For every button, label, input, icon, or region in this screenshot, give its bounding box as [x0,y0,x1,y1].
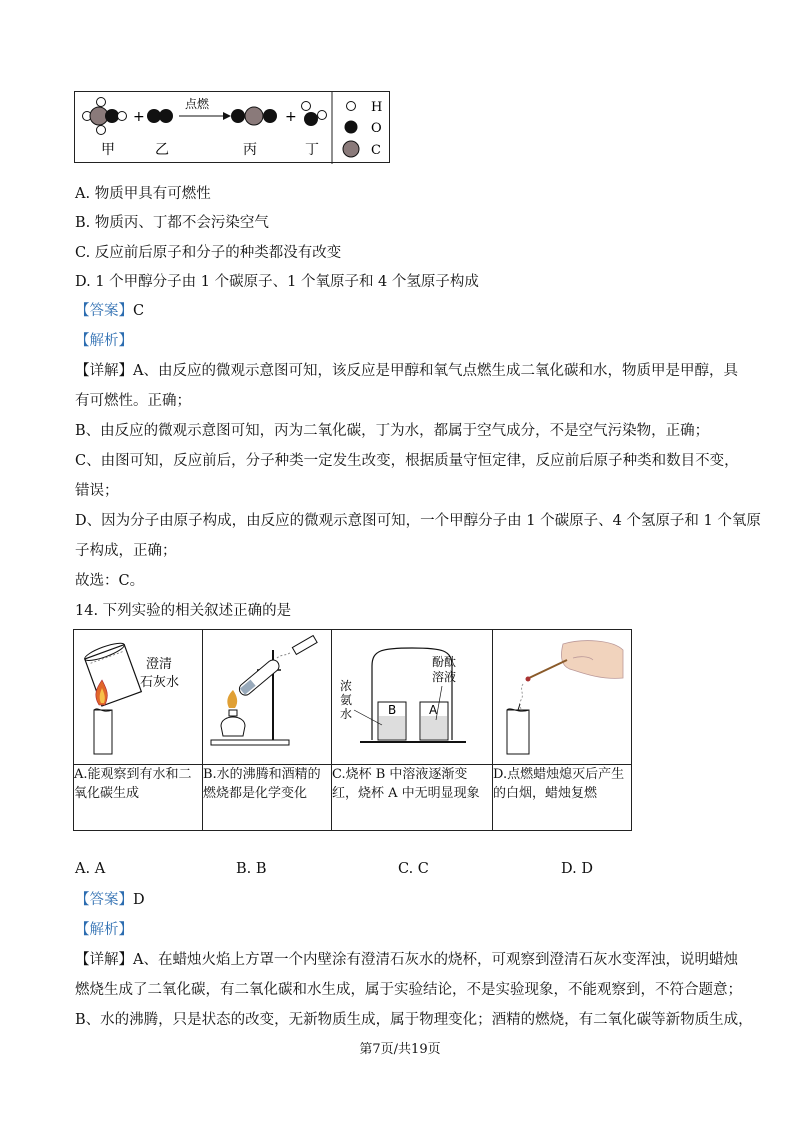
q13-option-d: D. 1 个甲醇分子由 1 个碳原子、1 个氧原子和 4 个氢原子构成 [75,274,479,290]
q14-choice-d: D. D [561,861,593,877]
legend-o: O [371,121,382,136]
experiment-caption-b: B.水的沸腾和酒精的燃烧都是化学变化 [203,765,332,831]
label-yi: 乙 [155,142,169,158]
legend-c-icon [343,141,359,157]
q13-answer: 【答案】C [75,303,145,319]
legend-o-icon [345,121,358,134]
svg-text:A: A [429,703,438,717]
legend-h: H [371,100,383,115]
q14-answer: 【答案】D [75,892,145,908]
svg-text:酚酞: 酚酞 [432,655,457,669]
page-footer: 第7页/共19页 [359,1042,441,1057]
q13-detail-line-2: 有可燃性。正确； [75,393,191,409]
flame-icon [227,690,237,708]
q13-detail-line-3: B、由反应的微观示意图可知，丙为二氧化碳，丁为水，都属于空气成分，不是空气污染物，正确； [75,423,710,439]
q14-choice-a: A. A [75,861,106,877]
reaction-diagram [74,91,390,163]
carbon-dioxide-molecule [231,107,277,125]
svg-text:浓: 浓 [340,679,353,693]
label-ding: 丁 [305,142,319,158]
svg-text:溶液: 溶液 [432,670,457,684]
alcohol-lamp-icon [221,717,245,736]
q13-detail-line-5: 错误； [75,483,119,499]
q13-detail-line-1: 【详解】A、由反应的微观示意图可知，该反应是甲醇和氧气点燃生成二氧化碳和水，物质甲是甲醇，具 [75,363,738,379]
experiment-image-b [203,630,332,765]
plus-sign-1: + [133,109,145,125]
svg-text:水: 水 [340,707,353,721]
q14-detail-line-2: 燃烧生成了二氧化碳，有二氧化碳和水生成，属于实验结论，不是实验现象，不能观察到，不符合题意； [75,982,742,998]
label-bing: 丙 [243,142,257,158]
q13-detail-line-8: 故选：C。 [75,573,145,589]
q14-detail-line-1: 【详解】A、在蜡烛火焰上方罩一个内壁涂有澄清石灰水的烧杯，可观察到澄清石灰水变浑浊，说明蜡烛 [75,952,738,968]
experiment-image-c [332,630,493,765]
q13-option-c: C. 反应前后原子和分子的种类都没有改变 [75,245,342,261]
stand-base-icon [211,740,289,745]
svg-text:澄清: 澄清 [146,657,173,672]
plus-sign-2: + [285,109,297,125]
q14-detail-line-3: B、水的沸腾，只是状态的改变，无新物质生成，属于物理变化；酒精的燃烧，有二氧化碳等新物质生成， [75,1012,753,1028]
experiment-caption-c: C.烧杯 B 中溶液逐渐变红，烧杯 A 中无明显现象 [332,765,493,831]
arrow-head-icon [223,112,231,120]
q14-choice-b: B. B [236,861,267,877]
experiment-caption-d: D.点燃蜡烛熄灭后产生的白烟，蜡烛复燃 [493,765,632,831]
experiment-table [73,629,632,831]
beaker-icon [83,640,141,706]
label-jia: 甲 [101,142,115,158]
oxygen-molecule [147,109,173,123]
q13-detail-line-7: 子构成，正确； [75,543,177,559]
q13-detail-line-4: C、由图可知，反应前后，分子种类一定发生改变，根据质量守恒定律，反应前后原子种类和数目不变， [75,453,739,469]
svg-text:氨: 氨 [340,693,353,707]
match-icon [529,660,567,678]
candle-icon [94,710,112,754]
experiment-image-d [493,630,632,765]
legend-c: C [371,143,381,158]
svg-text:石灰水: 石灰水 [140,675,180,690]
water-molecule [302,102,327,127]
candle-icon [507,710,529,754]
q13-option-b: B. 物质丙、丁都不会污染空气 [75,215,269,231]
test-tube-icon [237,658,281,698]
svg-text:B: B [388,703,397,717]
q14-stem: 14. 下列实验的相关叙述正确的是 [75,603,292,619]
glass-sheet-icon [292,636,317,655]
q13-option-a: A. 物质甲具有可燃性 [75,186,211,202]
q13-analysis-tag: 【解析】 [75,333,133,349]
q13-detail-line-6: D、因为分子由原子构成，由反应的微观示意图可知，一个甲醇分子由 1 个碳原子、4 个氢原子和 1 个氧原 [75,513,761,529]
reaction-molecules [75,92,391,164]
experiment-caption-a: A.能观察到有水和二氧化碳生成 [74,765,203,831]
q14-choice-c: C. C [398,861,429,877]
experiment-image-a [74,630,203,765]
legend-h-icon [347,102,356,111]
methanol-molecule [83,98,127,135]
reaction-condition: 点燃 [185,97,210,111]
q14-analysis-tag: 【解析】 [75,922,133,938]
